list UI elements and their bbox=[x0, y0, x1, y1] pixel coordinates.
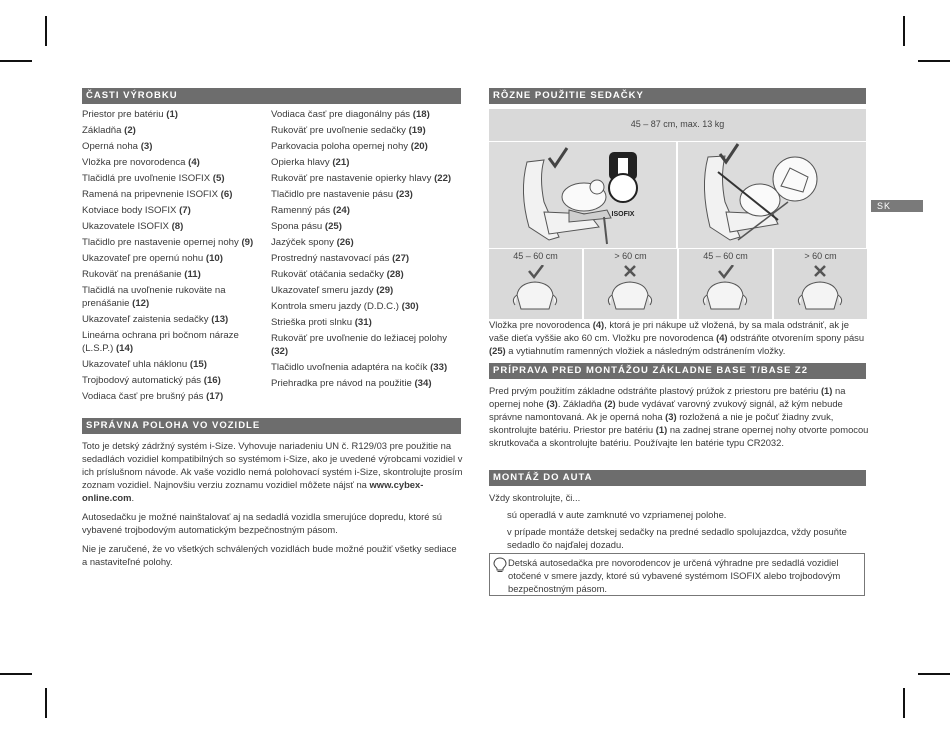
part-item: Ukazovateľ uhla náklonu (15) bbox=[82, 359, 207, 370]
usage-size-label: 45 – 60 cm bbox=[703, 251, 748, 261]
insert-text: Vložka pre novorodenca (4), ktorá je pri nákupe už vložená, by sa mala odstrániť, ak je vaše dieťa vyššie ako 60 cm. Vložku pre novorodenca (4) odstráňte otvorením spony pásu (25) a vytiahnutím ramenných vložiek a následným odstránením vložky. bbox=[489, 319, 865, 356]
part-item: Ukazovateľ zaistenia sedačky (13) bbox=[82, 314, 229, 325]
part-item: Rukoväť pre uvoľnenie sedačky (19) bbox=[271, 125, 426, 136]
part-item: Tlačidlo uvoľnenia adaptéra na kočík (33) bbox=[271, 362, 448, 373]
parts-list-col1 bbox=[82, 108, 268, 406]
crop-mark-tl-h bbox=[0, 60, 32, 62]
part-item: Vodiaca časť pre diagonálny pás (18) bbox=[271, 109, 430, 120]
usage-header: RÔZNE POUŽITIE SEDAČKY bbox=[489, 88, 866, 104]
part-item: Strieška proti slnku (31) bbox=[271, 317, 372, 328]
part-item: Lineárna ochrana pri bočnom náraze (L.S.P.) (14) bbox=[82, 330, 239, 354]
mounting-text bbox=[489, 491, 869, 555]
part-item: Vodiaca časť pre brušný pás (17) bbox=[82, 391, 224, 402]
part-item: Tlačidlá na uvoľnenie rukoväte na prenášanie (12) bbox=[82, 285, 226, 309]
position-text bbox=[82, 439, 464, 574]
lightbulb-icon bbox=[493, 557, 507, 573]
part-item: Ukazovateľ pre opernú nohu (10) bbox=[82, 253, 223, 264]
note-box bbox=[489, 553, 865, 596]
usage-figure bbox=[489, 109, 866, 319]
isofix-label: ISOFIX bbox=[611, 211, 635, 218]
part-item: Ukazovatele ISOFIX (8) bbox=[82, 221, 184, 232]
part-item: Priehradka pre návod na použitie (34) bbox=[271, 378, 432, 389]
part-item: Rukoväť pre uvoľnenie do ležiacej polohy (32) bbox=[271, 333, 447, 357]
language-tab: SK bbox=[871, 200, 923, 212]
usage-size-label: 45 – 60 cm bbox=[513, 251, 558, 261]
isofix-illustration-cell bbox=[489, 142, 676, 248]
seat-insert-icon bbox=[513, 282, 556, 309]
part-item: Opierka hlavy (21) bbox=[271, 157, 350, 168]
parts-header: ČASTI VÝROBKU bbox=[82, 88, 461, 104]
cross-icon bbox=[815, 266, 825, 276]
cross-icon bbox=[625, 266, 635, 276]
crop-mark-br-h bbox=[918, 673, 950, 675]
note-text: Detská autosedačka pre novorodencov je určená výhradne pre sedadlá vozidiel otočené v smere jazdy, ktoré sú vybavené systémom ISOFIX alebo trojbodovým bezpečnostným pásom. bbox=[508, 557, 841, 594]
mounting-header: MONTÁŽ DO AUTA bbox=[489, 470, 866, 486]
checklist-item: sú operadlá v aute zamknuté vo vzpriamenej polohe. bbox=[507, 509, 727, 520]
checklist-item: v prípade montáže detskej sedačky na predné sedadlo spolujazdca, vždy posuňte sedadlo čo najďalej dozadu. bbox=[507, 526, 847, 550]
usage-size-cell bbox=[489, 249, 582, 319]
crop-mark-tr-v bbox=[903, 16, 905, 46]
part-item: Vložka pre novorodenca (4) bbox=[82, 157, 200, 168]
mounting-checklist bbox=[489, 508, 869, 551]
preparation-header: PRÍPRAVA PRED MONTÁŽOU ZÁKLADNE BASE T/BASE Z2 bbox=[489, 363, 866, 379]
position-paragraph-1: Toto je detský zádržný systém i-Size. Vyhovuje nariadeniu UN č. R129/03 pre použitie na sedadlách vozidiel kompatibilných so systémom i-Size, ako je uvedené výrobcami vozidiel v ich príslušnom návode. Ak vaše vozidlo nemá polohovací systém i-Size, skontrolujte prosím zoznam vozidiel. Najnovšiu verziu zoznamu vozidiel môžete nájsť na www.cybex-online.com. bbox=[82, 440, 463, 503]
part-item: Základňa (2) bbox=[82, 125, 136, 136]
part-item: Rukoväť pre nastavenie opierky hlavy (22) bbox=[271, 173, 452, 184]
preparation-text: Pred prvým použitím základne odstráňte plastový prúžok z priestoru pre batériu (1) na opernej nohe (3). Základňa (2) bude vydávať varovný zvukový signál, až kým nebude správne namontovaná. Ak je operná noha (3) rozložená a nie je počuť žiadny zvuk, skontrolujte batériu. Priestor pre batériu (1) na zadnej strane opernej nohy otvorte pomocou skrutkovača a skontrolujte batériu. Používajte len batérie typu CR2032. bbox=[489, 385, 869, 448]
usage-size-label: > 60 cm bbox=[614, 251, 647, 261]
part-item: Parkovacia poloha opernej nohy (20) bbox=[271, 141, 428, 152]
part-item: Ukazovateľ smeru jazdy (29) bbox=[271, 285, 394, 296]
part-item: Rukoväť otáčania sedačky (28) bbox=[271, 269, 404, 280]
part-item: Jazýček spony (26) bbox=[271, 237, 354, 248]
position-header: SPRÁVNA POLOHA VO VOZIDLE bbox=[82, 418, 461, 434]
parts-list-col2 bbox=[271, 108, 463, 393]
car-seat-belt-illustration bbox=[678, 142, 866, 248]
isofix-logo-icon bbox=[609, 174, 637, 202]
check-icon bbox=[529, 265, 543, 277]
part-item: Priestor pre batériu (1) bbox=[82, 109, 178, 120]
crop-mark-bl-h bbox=[0, 673, 32, 675]
seat-insert-icon bbox=[608, 282, 651, 309]
usage-size-label: > 60 cm bbox=[804, 251, 837, 261]
part-item: Trojbodový automatický pás (16) bbox=[82, 375, 221, 386]
position-paragraph-2: Autosedačku je možné nainštalovať aj na sedadlá vozidla smerujúce dopredu, ktoré sú vybavené trojbodovým automatickým bezpečnostným pásom. bbox=[82, 511, 442, 535]
seat-insert-icon bbox=[798, 282, 841, 309]
usage-size-cell bbox=[584, 249, 677, 319]
crop-mark-tl-v bbox=[45, 16, 47, 46]
check-icon bbox=[719, 265, 733, 277]
mounting-intro: Vždy skontrolujte, či... bbox=[489, 492, 581, 503]
usage-size-cell bbox=[679, 249, 772, 319]
website-link[interactable]: www.cybex-online.com bbox=[82, 479, 424, 503]
part-item: Prostredný nastavovací pás (27) bbox=[271, 253, 410, 264]
seat-insert-icon bbox=[703, 282, 746, 309]
part-item: Operná noha (3) bbox=[82, 141, 153, 152]
part-item: Ramenný pás (24) bbox=[271, 205, 350, 216]
part-item: Kotviace body ISOFIX (7) bbox=[82, 205, 191, 216]
crop-mark-bl-v bbox=[45, 688, 47, 718]
crop-mark-tr-h bbox=[918, 60, 950, 62]
part-item: Tlačidlo pre nastavenie opernej nohy (9) bbox=[82, 237, 254, 248]
position-paragraph-3: Nie je zaručené, že vo všetkých schválených vozidlách bude možné použiť všetky sediace a nastaviteľné polohy. bbox=[82, 543, 457, 567]
part-item: Ramená na pripevnenie ISOFIX (6) bbox=[82, 189, 233, 200]
usage-range-text: 45 – 87 cm, max. 13 kg bbox=[630, 119, 725, 129]
crop-mark-br-v bbox=[903, 688, 905, 718]
belt-illustration-cell bbox=[678, 142, 866, 248]
check-icon bbox=[549, 148, 567, 166]
part-item: Kontrola smeru jazdy (D.D.C.) (30) bbox=[271, 301, 419, 312]
car-seat-isofix-illustration bbox=[489, 142, 676, 248]
part-item: Tlačidlá pre uvoľnenie ISOFIX (5) bbox=[82, 173, 225, 184]
part-item: Spona pásu (25) bbox=[271, 221, 342, 232]
part-item: Rukoväť na prenášanie (11) bbox=[82, 269, 201, 280]
part-item: Tlačidlo pre nastavenie pásu (23) bbox=[271, 189, 413, 200]
usage-size-cell bbox=[774, 249, 867, 319]
usage-range-cell bbox=[489, 109, 866, 141]
check-icon bbox=[720, 144, 738, 162]
